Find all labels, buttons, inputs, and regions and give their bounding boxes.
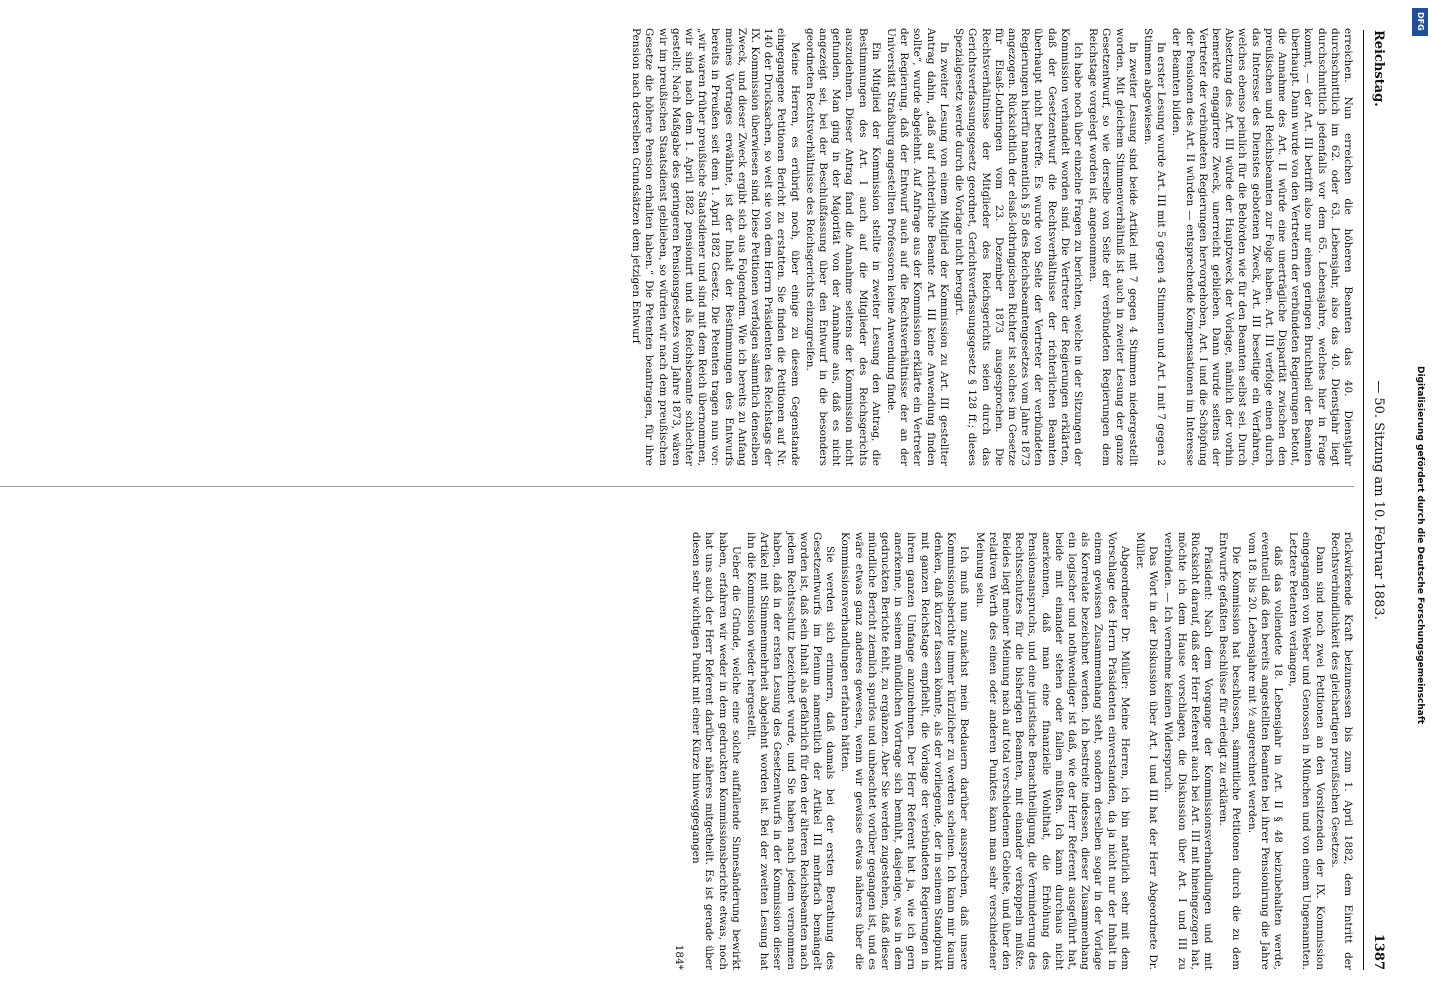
paragraph: erreichen. Nun erreichen die höheren Beamten das 40. Dienstjahr durchschnittlich im 62. oder 63. Lebensjahr, also das 40. Dienstjahr liegt durchschnittlich jedenfalls vor dem 65. Lebensjahre, welches hier in Frage kommt, — der Art. III betrifft also nur einen geringen Bruchtheil der Beamten überhaupt. Dann wurde von den Vertretern der verbündeten Regierungen betont, die Annahme des Art. II würde eine unerträgliche Disparität zwischen den preußischen und Reichsbeamten zur Folge haben. Art. III verfolge einen durch das Interesse des Dienstes gebotenen Zweck, Art. III beseitige ein Verfahren, welches ebenso peinlich für die Behörden wie für den Beamten selbst sei. Durch Absetzung des Art. III würde der Hauptzweck der Vorlage, nämlich der vorhin bemerkte engagirtere Zweck, unerreicht geblieben. Dann wurde seitens der Vertreter der verbündeten Regierungen hervorgehoben, Art. I und die Schöpfung der Pensionen des Art. II würden — entsprechende Kompensationen im Interesse der Beamten bilden. xyxy=(1170,28,1354,466)
column-divider xyxy=(0,486,1354,487)
paragraph: daß das vollendete 18. Lebensjahr in Art. II § 48 beizubehalten werde, eventuell daß den bereits angestellten Beamten bei ihrer Pensionirung die Jahre vom 18. bis 20. Lebensjahre mit ½ angerechnet werden. xyxy=(1245,532,1284,970)
paragraph: Präsident: Nach dem Vorgange der Kommissionsverhandlungen und mit Rücksicht darauf, daß der Herr Referent auch bei Art. III mit hineingezogen hat, möchte ich dem Hause vorschlagen, die Diskussion über Art. I und III zu verbinden. — Ich vernehme keinen Widerspruch. xyxy=(1162,532,1214,970)
paragraph: Ein Mitglied der Kommission stellte in zweiter Lesung den Antrag, die Bestimmungen des Art. I auch auf die Mitglieder des Reichsgerichts auszudehnen. Dieser Antrag fand die Annahme seitens der Kommission nicht gefunden. Man ging in der Majorität von der Annahme aus, daß es nicht angezeigt sei, bei der Beschlußfassung über den Entwurf in die besonders geordneten Rechtsverhältnisse des Reichsgerichts einzugreifen. xyxy=(803,28,882,466)
paragraph: Ich habe noch über einzelne Fragen zu berichten, welche in der Sitzungen der Kommission verhandelt worden sind. Die Vertreter der Regierungen erklärten, daß der Gesetzentwurf die Rechtsverhältnisse der richterlichen Beamten überhaupt nicht betreffe. Es wurde von Seite der Vertreter der verbündeten Regierungen hierfür namentlich § 58 des Reichsbeamtengesetzes vom Jahre 1873 angezogen. Rücksichtlich der elsaß-lothringischen Richter ist solches im Gesetze für Elsaß-Lothringen vom 23. Dezember 1873 ausgesprochen. Die Rechtsverhältnisse der Mitglieder des Reichsgerichts seien durch das Gerichtsverfassungsgesetz geordnet, Gerichtsverfassungsgesetz § 128 ff.; dieses Spezialgesetz werde durch die Vorlage nicht berogirt. xyxy=(953,28,1084,466)
dfg-logo-text: DFG xyxy=(1416,12,1425,31)
paragraph: Ich muß nun zunächst mein Bedauern darüber aussprechen, daß unsere Kommissionsberichte immer kürzlicher zu werden scheinen. Ich kann mir kaum denken, daß kürzer fassen könnte, als der vorliegende, der in seinem Standpunkt mit ganzen Reichstage empfiehlt, die Vorlage der verbündeten Regierungen in ihrem ganzen Umfange anzunehmen. Der Herr Referent hat ja, wie ich gern anerkenne, in seinem mündlichen Vortrage sich bemüht, dasjenige, was in dem gedruckten Berichte fehlt, zu ergänzen. Aber Sie werden zugestehen, daß dieser mündliche Bericht ziemlich spurlos und unbeachtet vorüber gegangen ist, und es wäre etwas ganz anderes gewesen, wenn wir gewisse etwas näheres über die Kommissionsverhandlungen erfahren hätten. xyxy=(839,532,971,970)
paragraph: In erster Lesung wurde Art. III mit 5 gegen 4 Stimmen und Art. I mit 7 gegen 2 Stimmen abgewiesen. xyxy=(1141,28,1168,466)
paragraph: rückwirkende Kraft beizumessen bis zum 1. April 1882, dem Eintritt der Rechtsverbindlichkeit des gleichartigen preußischen Gesetzes. xyxy=(1328,532,1354,970)
paragraph: Dann sind noch zwei Petitionen an den Vorsitzenden der IX. Kommission eingegangen von Weber und Genossen in München und von einem Ungenannten. Letztere Petenten verlangen, xyxy=(1287,532,1326,970)
paragraph: Ueber die Gründe, welche eine solche auffallende Sinnesänderung bewirkt haben, erfahren wir weder in dem gedruckten Kommissionsberichte etwas, noch hat uns auch der Herr Referent darüber näheres mitgetheilt. Es ist gerade über diesen sehr wichtigen Punkt mit einer Kürze hinweggegangen xyxy=(690,532,742,970)
paragraph: In zweiter Lesung von einem Mitglied der Kommission zu Art. III gestellter Antrag dahin, „daß auf richterliche Beamte Art. III keine Anwendung finden sollte“, wurde abgelehnt. Auf Anfrage aus der Kommission erklärte ein Vertreter der Regierung, daß der Entwurf auch auf die Rechtsverhältnisse der an der Universität Straßburg angestellten Professoren keine Anwendung finde. xyxy=(885,28,950,466)
sheet-signature: 184* xyxy=(673,944,686,970)
paragraph: Die Kommission hat beschlossen, sämmtliche Petitionen durch die zu dem Entwurfe gefaßten Beschlüsse für erledigt zu erklären. xyxy=(1217,532,1243,970)
header-session: — 50. Sitzung am 10. Februar 1883. xyxy=(1371,380,1386,620)
header-title: Reichstag. xyxy=(1371,30,1386,107)
paragraph: Das Wort in der Diskussion über Art. I und III hat der Herr Abgeordnete Dr. Müller. xyxy=(1133,532,1160,970)
paragraph: In zweiter Lesung sind beide Artikel mit 7 gegen 4 Stimmen niedergestellt worden. Mit gleichem Stimmenverhältniß ist auch in zweiter Lesung der ganze Gesetzentwurf, so wie derselbe von Seite der verbündeten Regierungen dem Reichstage vorgelegt worden ist, angenommen. xyxy=(1087,28,1139,466)
paragraph: Meine Herren, es erübrigt noch, über einige zu diesem Gegenstande eingegangene Petitionen Bericht zu erstatten. Sie finden die Petitionen auf Nr. 140 der Drucksachen, so weit sie von dem Herrn Präsidenten des Reichstags der IX. Kommission überwiesen sind. Diese Petitionen verfolgen sämmtlich denselben Zweck, und dieser Zweck ergibt sich aus Folgendem. Wie ich bereits zu Anfang meines Vortrages erwähnte, ist der Inhalt der Bestimmungen des Entwurfs bereits in Preußen seit dem 1. April 1882 Gesetz. Die Petenten tragen nun vor: „wir waren früher preußische Staatsdiener und sind mit dem Reich übernommen, wir sind nach dem 1. April 1882 pensionirt und als Reichsbeamte schlechter gestellt; Nach Maßgabe des geringeren Pensionsgesetzes vom Jahre 1873, wären wir im preußischen Staatsdienst geblieben, so würden wir nach dem preußischen Gesetze die höhere Pension erhalten haben.“ Die Petenten beantragen, für ihre Pension nach derselben Grundsätzen dem jetzigen Entwurf xyxy=(630,28,801,466)
running-header xyxy=(1363,30,1388,970)
page-number: 1387 xyxy=(1371,933,1386,970)
funding-note-text: Digitalisierung gefördert durch die Deutsche Forschungsgemeinschaft xyxy=(1415,366,1425,725)
text-column-left xyxy=(627,28,1354,466)
paragraph: Abgeordneter Dr. Müller: Meine Herren, ich bin natürlich sehr mit dem Vorschlage des Herrn Präsidenten einverstanden, da ja nicht nur der Inhalt in einem gewissen Zusammenhang steht, sondern derselben sogar in der Vorlage als Korrelate bezeichnet werden. Ich bestreite indessen, dieser Zusammenhang ein logischer und nothwendiger ist daß, wie der Herr Referent ausgeführt hat, beide mit einander stehen oder fallen müßten. Ich kann durchaus nicht anerkennen, daß man eine finanzielle Wohlthat, die Erhöhung des Pensionsanspruchs, und eine juristische Benachtheiligung, die Verminderung des Rechtsschutzes für die bisherigen Beamten, mit einander verkoppeln müßte. Beides liegt meiner Meinung nach auf total verschiedenem Gebiete, und über den relativen Werth des einen oder anderen Punktes kann man sehr verschiedener Meinung sein. xyxy=(973,532,1131,970)
text-column-right xyxy=(672,532,1354,970)
funding-note xyxy=(1406,6,1432,1000)
paragraph: Sie werden sich erinnern, daß damals bei der ersten Berathung des Gesetzentwurfs im Plenum namentlich der Artikel III mehrfach bemängelt worden ist, daß sein Inhalt als gefährlich für den der älteren Reichsbeamten nach jedem Rechtsschutz bezeichnet wurde, und Sie haben nach jedem vernommen haben, daß in der ersten Lesung des Gesetzentwurfs in der Kommission dieser Artikel mit Stimmenmehrheit abgelehnt worden ist. Bei der zweiten Lesung hat ihn die Kommission wieder hergestellt. xyxy=(745,532,837,970)
